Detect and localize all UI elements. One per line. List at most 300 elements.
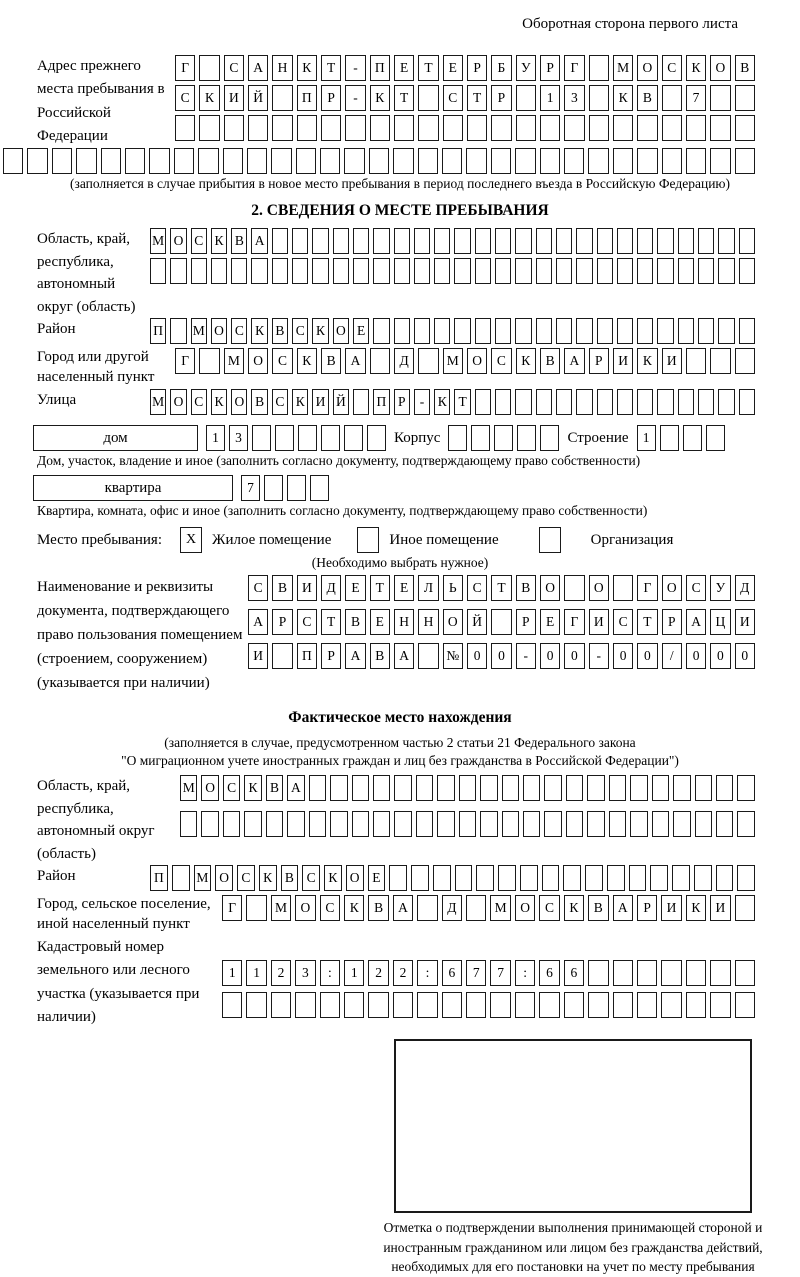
char-cell: С — [302, 865, 320, 891]
char-cell — [247, 148, 267, 174]
char-cell — [683, 425, 702, 451]
factual-oblast-row-2 — [180, 811, 755, 837]
char-cell — [309, 811, 326, 837]
char-cell: Р — [662, 609, 682, 635]
kadastr-label: Кадастровый номер земельного или лесного участка (указывается при наличии) — [37, 939, 200, 1025]
char-cell — [309, 775, 326, 801]
char-cell: В — [540, 348, 560, 374]
char-cell: И — [662, 348, 682, 374]
char-cell: К — [516, 348, 536, 374]
char-cell: Г — [175, 55, 195, 81]
char-cell — [434, 318, 450, 344]
char-cell — [310, 475, 329, 501]
char-cell — [292, 228, 308, 254]
char-cell: В — [516, 575, 536, 601]
char-cell — [536, 258, 552, 284]
char-cell: У — [710, 575, 730, 601]
char-cell: Н — [394, 609, 414, 635]
char-cell: И — [735, 609, 755, 635]
factual-title: Фактическое место нахождения — [288, 709, 512, 726]
char-cell — [694, 865, 712, 891]
char-cell: № — [443, 643, 463, 669]
char-cell: О — [515, 895, 535, 921]
char-cell: 0 — [735, 643, 755, 669]
char-cell — [698, 389, 714, 415]
char-cell — [414, 258, 430, 284]
char-cell — [678, 318, 694, 344]
char-cell — [211, 258, 227, 284]
char-cell — [637, 115, 657, 141]
char-cell: В — [368, 895, 388, 921]
char-cell — [373, 228, 389, 254]
char-cell — [150, 258, 166, 284]
kadastr-field — [37, 936, 755, 1029]
char-cell — [434, 228, 450, 254]
char-cell: Т — [491, 575, 511, 601]
char-cell — [710, 85, 730, 111]
char-cell: В — [272, 318, 288, 344]
char-cell: А — [394, 643, 414, 669]
char-cell: М — [194, 865, 212, 891]
char-cell: Г — [637, 575, 657, 601]
factual-rayon-row — [150, 865, 755, 891]
page-side-note: Оборотная сторона первого листа — [522, 16, 738, 32]
rayon-field — [37, 318, 755, 348]
char-cell — [542, 865, 560, 891]
char-cell: В — [345, 609, 365, 635]
char-cell — [672, 865, 690, 891]
char-cell — [266, 811, 283, 837]
char-cell: - — [589, 643, 609, 669]
char-cell — [630, 775, 647, 801]
char-cell — [735, 895, 755, 921]
char-cell — [737, 811, 754, 837]
char-cell: О — [211, 318, 227, 344]
char-cell — [223, 148, 243, 174]
char-cell: 6 — [442, 960, 462, 986]
char-cell — [417, 992, 437, 1018]
char-cell — [673, 775, 690, 801]
char-cell: Н — [272, 55, 292, 81]
char-cell — [566, 811, 583, 837]
char-cell: С — [237, 865, 255, 891]
doc-field — [37, 575, 755, 695]
char-cell — [312, 228, 328, 254]
char-cell: Б — [491, 55, 511, 81]
char-cell — [333, 228, 349, 254]
char-cell: И — [297, 575, 317, 601]
char-cell: Т — [370, 575, 390, 601]
char-cell: В — [231, 228, 247, 254]
char-cell — [418, 348, 438, 374]
char-cell — [613, 575, 633, 601]
char-cell: С — [292, 318, 308, 344]
char-cell: 0 — [710, 643, 730, 669]
korpus-cells — [448, 425, 559, 451]
char-cell — [629, 865, 647, 891]
char-cell — [695, 775, 712, 801]
char-cell — [607, 865, 625, 891]
char-cell: В — [588, 895, 608, 921]
char-cell — [662, 115, 682, 141]
char-cell: Е — [345, 575, 365, 601]
char-cell: Е — [540, 609, 560, 635]
char-cell: В — [370, 643, 390, 669]
char-cell: Р — [321, 643, 341, 669]
char-cell — [678, 228, 694, 254]
char-cell: Е — [368, 865, 386, 891]
char-cell — [459, 775, 476, 801]
char-cell — [673, 811, 690, 837]
char-cell — [224, 115, 244, 141]
char-cell — [556, 258, 572, 284]
char-cell — [660, 425, 679, 451]
char-cell — [476, 865, 494, 891]
char-cell — [502, 811, 519, 837]
char-cell: С — [491, 348, 511, 374]
char-cell — [585, 865, 603, 891]
rayon-label: Район — [37, 321, 76, 337]
char-cell: Р — [394, 389, 410, 415]
char-cell — [661, 992, 681, 1018]
char-cell: С — [224, 55, 244, 81]
char-cell — [597, 258, 613, 284]
char-cell: В — [281, 865, 299, 891]
factual-note-1: (заполняется в случае, предусмотренном частью 2 статьи 21 Федерального закона — [164, 735, 636, 750]
char-cell — [295, 992, 315, 1018]
char-cell — [330, 775, 347, 801]
char-cell: 7 — [241, 475, 260, 501]
char-cell — [264, 475, 283, 501]
kvartira-cells — [241, 475, 329, 501]
char-cell: 6 — [564, 960, 584, 986]
char-cell: А — [345, 643, 365, 669]
char-cell — [201, 811, 218, 837]
char-cell: М — [271, 895, 291, 921]
char-cell: М — [613, 55, 633, 81]
char-cell: 0 — [613, 643, 633, 669]
char-cell — [520, 865, 538, 891]
char-cell — [437, 775, 454, 801]
char-cell — [563, 865, 581, 891]
char-cell — [389, 865, 407, 891]
char-cell — [272, 643, 292, 669]
char-cell — [686, 348, 706, 374]
char-cell — [637, 318, 653, 344]
char-cell — [710, 348, 730, 374]
char-cell — [739, 258, 755, 284]
char-cell: У — [516, 55, 536, 81]
char-cell — [344, 425, 363, 451]
char-cell — [739, 389, 755, 415]
char-cell — [588, 992, 608, 1018]
char-cell: 1 — [540, 85, 560, 111]
char-cell: В — [272, 575, 292, 601]
char-cell: 0 — [686, 643, 706, 669]
char-cell: О — [170, 389, 186, 415]
char-cell — [576, 318, 592, 344]
char-cell — [718, 228, 734, 254]
char-cell — [454, 228, 470, 254]
char-cell — [718, 389, 734, 415]
factual-gorod-row — [222, 895, 755, 921]
char-cell: О — [540, 575, 560, 601]
prev-address-row-1 — [175, 55, 755, 81]
char-cell — [475, 258, 491, 284]
char-cell: О — [443, 609, 463, 635]
char-cell: А — [248, 55, 268, 81]
char-cell — [448, 425, 467, 451]
char-cell — [678, 258, 694, 284]
char-cell: Г — [564, 609, 584, 635]
char-cell — [298, 425, 317, 451]
char-cell — [576, 228, 592, 254]
char-cell — [637, 389, 653, 415]
char-cell — [333, 258, 349, 284]
char-cell — [272, 115, 292, 141]
char-cell — [589, 55, 609, 81]
char-cell: П — [297, 643, 317, 669]
option-inoe-label: Иное помещение — [389, 531, 499, 548]
stroenie-cells — [637, 425, 725, 451]
char-cell: К — [564, 895, 584, 921]
char-cell: М — [180, 775, 197, 801]
char-cell: Д — [442, 895, 462, 921]
dom-cells — [206, 425, 386, 451]
char-cell: 3 — [229, 425, 248, 451]
char-cell — [411, 865, 429, 891]
char-cell: К — [434, 389, 450, 415]
char-cell — [222, 992, 242, 1018]
char-cell — [698, 318, 714, 344]
char-cell: И — [312, 389, 328, 415]
char-cell: - — [414, 389, 430, 415]
char-cell — [330, 811, 347, 837]
char-cell — [735, 85, 755, 111]
prev-address-row-4 — [3, 148, 755, 174]
char-cell — [536, 318, 552, 344]
char-cell — [418, 85, 438, 111]
char-cell — [564, 575, 584, 601]
char-cell: Е — [394, 575, 414, 601]
char-cell: Р — [467, 55, 487, 81]
char-cell — [418, 643, 438, 669]
char-cell: П — [370, 55, 390, 81]
char-cell — [199, 55, 219, 81]
char-cell — [231, 258, 247, 284]
char-cell — [442, 992, 462, 1018]
char-cell: Р — [321, 85, 341, 111]
char-cell: 1 — [206, 425, 225, 451]
char-cell: К — [324, 865, 342, 891]
char-cell — [698, 258, 714, 284]
char-cell: В — [266, 775, 283, 801]
dom-box-label: дом — [33, 425, 198, 451]
char-cell — [540, 425, 559, 451]
char-cell — [495, 228, 511, 254]
char-cell — [735, 348, 755, 374]
char-cell: 2 — [271, 960, 291, 986]
char-cell — [564, 148, 584, 174]
char-cell — [373, 811, 390, 837]
char-cell — [657, 258, 673, 284]
char-cell: А — [564, 348, 584, 374]
char-cell — [556, 318, 572, 344]
char-cell: В — [251, 389, 267, 415]
ulitsa-label: Улица — [37, 392, 77, 408]
char-cell — [443, 115, 463, 141]
char-cell — [433, 865, 451, 891]
char-cell: Е — [370, 609, 390, 635]
doc-row-3 — [248, 643, 755, 669]
char-cell — [287, 811, 304, 837]
char-cell — [495, 318, 511, 344]
kadastr-row-2 — [222, 992, 755, 1018]
char-cell: Г — [222, 895, 242, 921]
char-cell: С — [297, 609, 317, 635]
char-cell: Т — [454, 389, 470, 415]
doc-row-1 — [248, 575, 755, 601]
char-cell — [710, 960, 730, 986]
ulitsa-row — [150, 389, 755, 415]
char-cell — [652, 775, 669, 801]
char-cell: С — [443, 85, 463, 111]
char-cell: 7 — [686, 85, 706, 111]
char-cell — [467, 115, 487, 141]
prev-address-row-2 — [175, 85, 755, 111]
gorod-row — [175, 348, 755, 374]
char-cell — [652, 811, 669, 837]
char-cell — [271, 992, 291, 1018]
korpus-label: Корпус — [394, 430, 441, 446]
char-cell: Е — [443, 55, 463, 81]
char-cell — [613, 992, 633, 1018]
char-cell: И — [248, 643, 268, 669]
char-cell — [637, 960, 657, 986]
char-cell — [617, 258, 633, 284]
char-cell: В — [321, 348, 341, 374]
char-cell: Д — [321, 575, 341, 601]
char-cell — [394, 775, 411, 801]
char-cell: : — [515, 960, 535, 986]
char-cell — [566, 775, 583, 801]
char-cell: А — [393, 895, 413, 921]
char-cell: О — [467, 348, 487, 374]
char-cell — [490, 992, 510, 1018]
char-cell: Т — [394, 85, 414, 111]
char-cell — [272, 258, 288, 284]
char-cell — [414, 318, 430, 344]
char-cell — [588, 960, 608, 986]
char-cell — [394, 318, 410, 344]
char-cell: К — [259, 865, 277, 891]
char-cell: О — [170, 228, 186, 254]
char-cell — [344, 148, 364, 174]
char-cell: 3 — [295, 960, 315, 986]
char-cell — [170, 318, 186, 344]
char-cell — [515, 148, 535, 174]
char-cell: П — [150, 865, 168, 891]
char-cell: Р — [491, 85, 511, 111]
char-cell — [718, 258, 734, 284]
char-cell — [272, 85, 292, 111]
char-cell: С — [175, 85, 195, 111]
char-cell — [252, 425, 271, 451]
char-cell — [491, 609, 511, 635]
oblast-field — [37, 228, 755, 318]
char-cell: К — [211, 228, 227, 254]
char-cell — [321, 425, 340, 451]
char-cell — [321, 115, 341, 141]
char-cell: Е — [353, 318, 369, 344]
char-cell — [475, 228, 491, 254]
char-cell: О — [215, 865, 233, 891]
char-cell — [695, 811, 712, 837]
char-cell: И — [613, 348, 633, 374]
char-cell — [498, 865, 516, 891]
char-cell: К — [370, 85, 390, 111]
char-cell — [540, 148, 560, 174]
char-cell: С — [272, 389, 288, 415]
char-cell: 1 — [246, 960, 266, 986]
char-cell — [564, 115, 584, 141]
mesto-prebyvaniya-row — [37, 527, 755, 553]
factual-gorod-field — [37, 895, 755, 934]
char-cell: 0 — [467, 643, 487, 669]
char-cell — [287, 475, 306, 501]
char-cell — [588, 148, 608, 174]
char-cell — [454, 318, 470, 344]
factual-note-2: "О миграционном учете иностранных граждан и лиц без гражданства в Российской Федерации") — [121, 753, 679, 768]
option-organizatsiya-label: Организация — [590, 531, 674, 548]
char-cell: О — [248, 348, 268, 374]
char-cell — [52, 148, 72, 174]
kvartira-row — [33, 475, 800, 501]
char-cell: П — [297, 85, 317, 111]
char-cell — [370, 348, 390, 374]
char-cell — [662, 85, 682, 111]
char-cell — [174, 148, 194, 174]
char-cell — [502, 775, 519, 801]
char-cell — [587, 811, 604, 837]
char-cell — [434, 258, 450, 284]
char-cell — [370, 115, 390, 141]
char-cell: 1 — [344, 960, 364, 986]
char-cell: А — [248, 609, 268, 635]
char-cell: К — [344, 895, 364, 921]
char-cell — [297, 115, 317, 141]
prev-address-label: Адрес прежнего места пребывания в Российской Федерации — [37, 58, 165, 144]
char-cell — [454, 258, 470, 284]
oblast-row-1 — [150, 228, 755, 254]
char-cell — [739, 228, 755, 254]
char-cell — [716, 775, 733, 801]
oblast-label: Область, край, республика, автономный округ (область) — [37, 231, 136, 315]
char-cell: С — [467, 575, 487, 601]
char-cell — [3, 148, 23, 174]
char-cell: К — [613, 85, 633, 111]
char-cell — [516, 85, 536, 111]
char-cell: П — [150, 318, 166, 344]
char-cell — [414, 228, 430, 254]
char-cell: Д — [394, 348, 414, 374]
char-cell — [199, 115, 219, 141]
char-cell: А — [251, 228, 267, 254]
char-cell — [248, 115, 268, 141]
char-cell: О — [333, 318, 349, 344]
char-cell — [416, 775, 433, 801]
char-cell: М — [490, 895, 510, 921]
